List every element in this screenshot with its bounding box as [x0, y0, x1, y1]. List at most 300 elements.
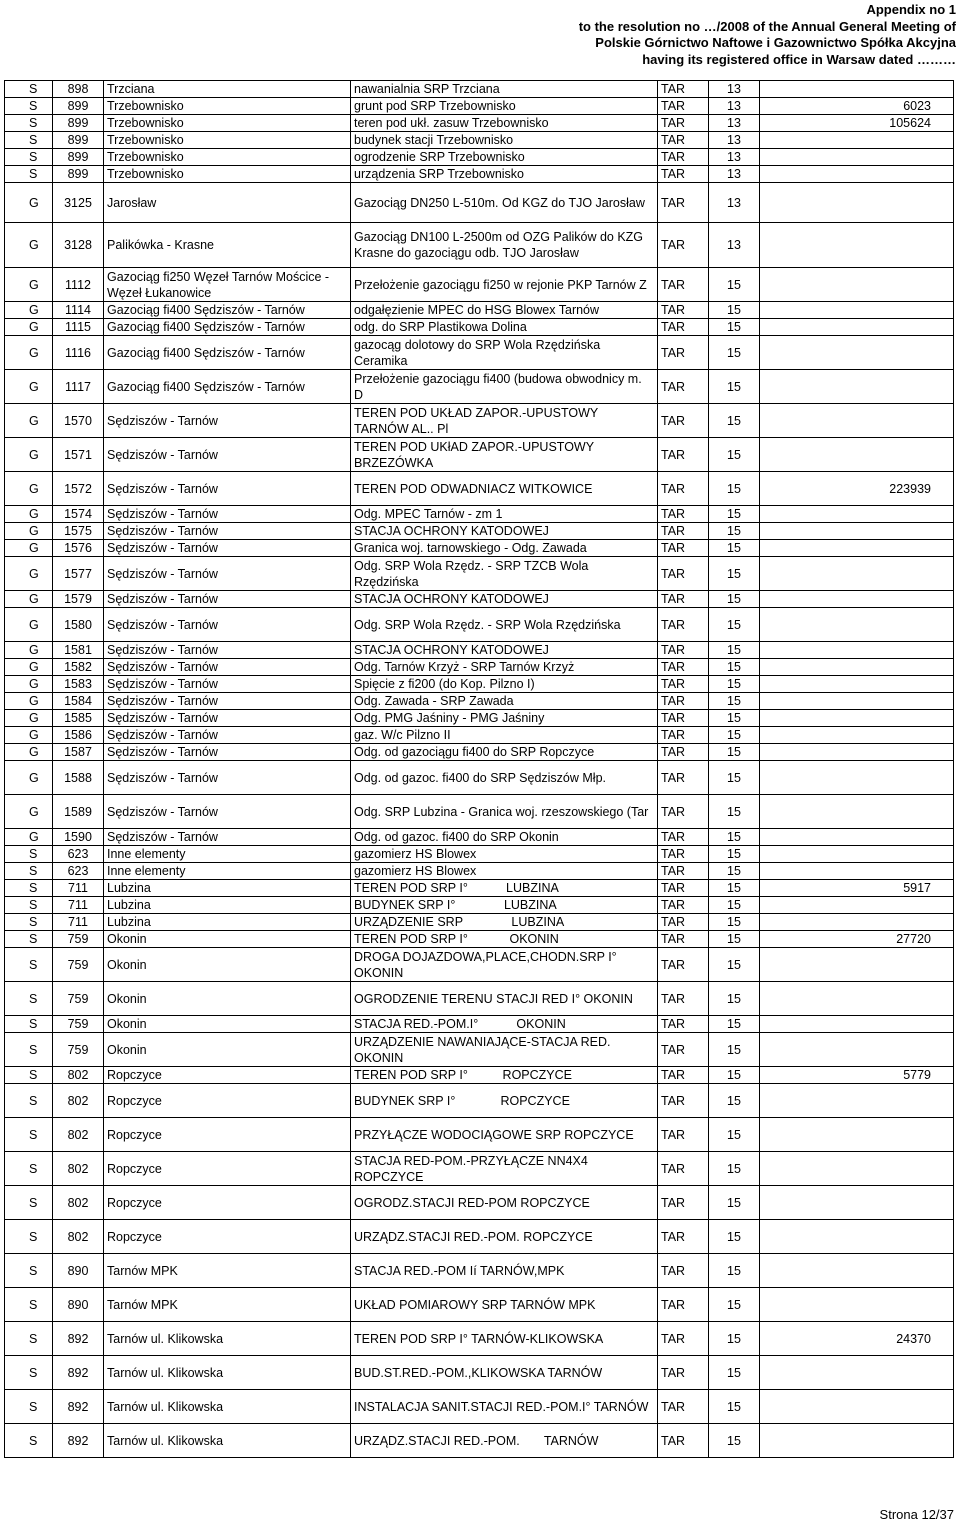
- row-value: [760, 642, 954, 659]
- row-description: URZĄDZENIE NAWANIAJĄCE-STACJA RED. OKONIN: [351, 1033, 658, 1067]
- row-description: INSTALACJA SANIT.STACJI RED.-POM.I° TARNÓW: [351, 1390, 658, 1424]
- row-value: [760, 1016, 954, 1033]
- table-row: [5, 1016, 954, 1033]
- row-location: Trzebownisko: [104, 149, 351, 166]
- row-number: 3128: [53, 223, 104, 268]
- row-number: 1585: [53, 710, 104, 727]
- table-row: [5, 438, 954, 472]
- row-rate: 15: [709, 1118, 760, 1152]
- row-value: [760, 676, 954, 693]
- row-number: 623: [53, 846, 104, 863]
- row-unit: TAR: [658, 727, 709, 744]
- table-row: [5, 115, 954, 132]
- row-description: URZĄDZ.STACJI RED.-POM. TARNÓW: [351, 1424, 658, 1458]
- row-value: 223939: [760, 472, 954, 506]
- row-description: Odg. SRP Wola Rzędz. - SRP Wola Rzędzińska: [351, 608, 658, 642]
- row-unit: TAR: [658, 268, 709, 302]
- table-row: [5, 1118, 954, 1152]
- row-type: G: [5, 795, 53, 829]
- table-row: [5, 1152, 954, 1186]
- row-unit: TAR: [658, 1067, 709, 1084]
- row-type: S: [5, 1356, 53, 1390]
- row-description: URZĄDZ.STACJI RED.-POM. ROPCZYCE: [351, 1220, 658, 1254]
- row-type: G: [5, 268, 53, 302]
- row-number: 802: [53, 1067, 104, 1084]
- row-type: G: [5, 744, 53, 761]
- row-number: 1589: [53, 795, 104, 829]
- row-type: G: [5, 523, 53, 540]
- row-rate: 15: [709, 914, 760, 931]
- row-rate: 15: [709, 523, 760, 540]
- row-type: G: [5, 676, 53, 693]
- table-row: [5, 642, 954, 659]
- row-value: [760, 863, 954, 880]
- table-row: [5, 1424, 954, 1458]
- row-number: 1571: [53, 438, 104, 472]
- row-type: G: [5, 591, 53, 608]
- row-number: 1570: [53, 404, 104, 438]
- row-value: [760, 166, 954, 183]
- row-value: 105624: [760, 115, 954, 132]
- row-location: Palikówka - Krasne: [104, 223, 351, 268]
- table-row: [5, 914, 954, 931]
- row-rate: 15: [709, 1016, 760, 1033]
- row-unit: TAR: [658, 914, 709, 931]
- table-row: [5, 880, 954, 897]
- row-value: [760, 540, 954, 557]
- row-type: G: [5, 557, 53, 591]
- row-value: [760, 1288, 954, 1322]
- row-location: Trzebownisko: [104, 166, 351, 183]
- row-value: [760, 659, 954, 676]
- row-unit: TAR: [658, 183, 709, 223]
- row-value: 24370: [760, 1322, 954, 1356]
- table-row: [5, 710, 954, 727]
- row-number: 802: [53, 1118, 104, 1152]
- row-unit: TAR: [658, 676, 709, 693]
- row-description: OGRODZENIE TERENU STACJI RED I° OKONIN: [351, 982, 658, 1016]
- row-unit: TAR: [658, 829, 709, 846]
- row-location: Trzebownisko: [104, 115, 351, 132]
- row-number: 1581: [53, 642, 104, 659]
- row-unit: TAR: [658, 659, 709, 676]
- row-value: 27720: [760, 931, 954, 948]
- row-type: S: [5, 132, 53, 149]
- row-description: Odg. Tarnów Krzyż - SRP Tarnów Krzyż: [351, 659, 658, 676]
- row-type: G: [5, 540, 53, 557]
- row-value: [760, 319, 954, 336]
- row-location: Tarnów MPK: [104, 1288, 351, 1322]
- row-type: G: [5, 472, 53, 506]
- table-row: [5, 676, 954, 693]
- row-number: 759: [53, 931, 104, 948]
- table-row: [5, 557, 954, 591]
- row-location: Tarnów ul. Klikowska: [104, 1356, 351, 1390]
- row-description: teren pod ukł. zasuw Trzebownisko: [351, 115, 658, 132]
- table-row: [5, 98, 954, 115]
- row-unit: TAR: [658, 1356, 709, 1390]
- row-location: Okonin: [104, 982, 351, 1016]
- row-value: [760, 1152, 954, 1186]
- row-rate: 15: [709, 863, 760, 880]
- row-rate: 15: [709, 1220, 760, 1254]
- row-number: 1587: [53, 744, 104, 761]
- table-row: [5, 727, 954, 744]
- row-value: [760, 608, 954, 642]
- row-value: [760, 336, 954, 370]
- row-value: [760, 1424, 954, 1458]
- row-location: Trzciana: [104, 81, 351, 98]
- row-location: Gazociąg fi400 Sędziszów - Tarnów: [104, 370, 351, 404]
- row-unit: TAR: [658, 931, 709, 948]
- row-location: Lubzina: [104, 880, 351, 897]
- row-description: ogrodzenie SRP Trzebownisko: [351, 149, 658, 166]
- row-unit: TAR: [658, 1152, 709, 1186]
- row-type: G: [5, 506, 53, 523]
- row-description: URZĄDZENIE SRP LUBZINA: [351, 914, 658, 931]
- table-row: [5, 132, 954, 149]
- row-rate: 15: [709, 744, 760, 761]
- row-location: Sędziszów - Tarnów: [104, 642, 351, 659]
- row-number: 711: [53, 914, 104, 931]
- row-value: [760, 727, 954, 744]
- row-location: Sędziszów - Tarnów: [104, 829, 351, 846]
- row-value: [760, 268, 954, 302]
- row-number: 1590: [53, 829, 104, 846]
- row-type: S: [5, 1254, 53, 1288]
- row-unit: TAR: [658, 472, 709, 506]
- row-description: Odg. SRP Lubzina - Granica woj. rzeszowskiego (Tar: [351, 795, 658, 829]
- row-rate: 13: [709, 223, 760, 268]
- row-unit: TAR: [658, 1084, 709, 1118]
- row-number: 1117: [53, 370, 104, 404]
- row-rate: 15: [709, 540, 760, 557]
- table-row: [5, 1254, 954, 1288]
- row-unit: TAR: [658, 710, 709, 727]
- row-location: Sędziszów - Tarnów: [104, 693, 351, 710]
- row-unit: TAR: [658, 115, 709, 132]
- row-number: 1583: [53, 676, 104, 693]
- row-rate: 15: [709, 370, 760, 404]
- row-value: [760, 506, 954, 523]
- row-number: 802: [53, 1220, 104, 1254]
- row-rate: 13: [709, 166, 760, 183]
- row-type: S: [5, 1067, 53, 1084]
- row-rate: 13: [709, 132, 760, 149]
- row-unit: TAR: [658, 438, 709, 472]
- row-description: Przełożenie gazociągu fi400 (budowa obwodnicy m. D: [351, 370, 658, 404]
- table-row: [5, 1067, 954, 1084]
- row-description: BUDYNEK SRP I° LUBZINA: [351, 897, 658, 914]
- row-rate: 15: [709, 1067, 760, 1084]
- row-unit: TAR: [658, 608, 709, 642]
- row-number: 1112: [53, 268, 104, 302]
- row-type: G: [5, 438, 53, 472]
- row-type: G: [5, 608, 53, 642]
- row-rate: 15: [709, 931, 760, 948]
- table-row: [5, 982, 954, 1016]
- row-type: S: [5, 1220, 53, 1254]
- row-description: Odg. Zawada - SRP Zawada: [351, 693, 658, 710]
- row-number: 1114: [53, 302, 104, 319]
- row-unit: TAR: [658, 223, 709, 268]
- row-rate: 15: [709, 557, 760, 591]
- row-unit: TAR: [658, 506, 709, 523]
- row-rate: 15: [709, 1356, 760, 1390]
- asset-table: [4, 80, 954, 1458]
- row-unit: TAR: [658, 642, 709, 659]
- row-type: G: [5, 829, 53, 846]
- row-location: Ropczyce: [104, 1186, 351, 1220]
- row-description: BUD.ST.RED.-POM.,KLIKOWSKA TARNÓW: [351, 1356, 658, 1390]
- row-unit: TAR: [658, 81, 709, 98]
- row-rate: 15: [709, 268, 760, 302]
- row-rate: 15: [709, 302, 760, 319]
- row-number: 802: [53, 1152, 104, 1186]
- table-row: [5, 1322, 954, 1356]
- row-unit: TAR: [658, 1118, 709, 1152]
- row-type: S: [5, 149, 53, 166]
- row-rate: 15: [709, 472, 760, 506]
- row-description: BUDYNEK SRP I° ROPCZYCE: [351, 1084, 658, 1118]
- row-unit: TAR: [658, 523, 709, 540]
- row-type: S: [5, 1033, 53, 1067]
- row-unit: TAR: [658, 880, 709, 897]
- table-row: [5, 693, 954, 710]
- row-location: Sędziszów - Tarnów: [104, 540, 351, 557]
- row-unit: TAR: [658, 1254, 709, 1288]
- row-location: Sędziszów - Tarnów: [104, 523, 351, 540]
- row-location: Sędziszów - Tarnów: [104, 727, 351, 744]
- row-rate: 15: [709, 642, 760, 659]
- table-row: [5, 81, 954, 98]
- row-location: Tarnów MPK: [104, 1254, 351, 1288]
- row-unit: TAR: [658, 1033, 709, 1067]
- table-row: [5, 1033, 954, 1067]
- row-description: DROGA DOJAZDOWA,PLACE,CHODN.SRP I° OKONIN: [351, 948, 658, 982]
- row-number: 1586: [53, 727, 104, 744]
- row-value: [760, 557, 954, 591]
- row-location: Lubzina: [104, 897, 351, 914]
- row-type: S: [5, 914, 53, 931]
- row-unit: TAR: [658, 1186, 709, 1220]
- row-unit: TAR: [658, 761, 709, 795]
- table-row: [5, 1220, 954, 1254]
- row-description: STACJA OCHRONY KATODOWEJ: [351, 591, 658, 608]
- row-description: gazomierz HS Blowex: [351, 863, 658, 880]
- row-location: Sędziszów - Tarnów: [104, 472, 351, 506]
- row-rate: 15: [709, 608, 760, 642]
- row-type: S: [5, 931, 53, 948]
- row-location: Sędziszów - Tarnów: [104, 761, 351, 795]
- row-description: grunt pod SRP Trzebownisko: [351, 98, 658, 115]
- row-unit: TAR: [658, 166, 709, 183]
- row-number: 898: [53, 81, 104, 98]
- row-unit: TAR: [658, 591, 709, 608]
- row-location: Sędziszów - Tarnów: [104, 795, 351, 829]
- row-unit: TAR: [658, 302, 709, 319]
- row-value: [760, 523, 954, 540]
- row-rate: 15: [709, 319, 760, 336]
- row-unit: TAR: [658, 404, 709, 438]
- row-type: G: [5, 302, 53, 319]
- row-description: Spięcie z fi200 (do Kop. Pilzno I): [351, 676, 658, 693]
- row-number: 623: [53, 863, 104, 880]
- row-rate: 13: [709, 81, 760, 98]
- row-unit: TAR: [658, 1322, 709, 1356]
- table-row: [5, 404, 954, 438]
- row-value: [760, 370, 954, 404]
- table-row: [5, 659, 954, 676]
- row-type: G: [5, 761, 53, 795]
- row-value: [760, 761, 954, 795]
- row-type: S: [5, 1152, 53, 1186]
- row-unit: TAR: [658, 846, 709, 863]
- row-number: 1576: [53, 540, 104, 557]
- table-row: [5, 166, 954, 183]
- table-row: [5, 223, 954, 268]
- row-location: Okonin: [104, 931, 351, 948]
- row-type: S: [5, 863, 53, 880]
- row-number: 1574: [53, 506, 104, 523]
- row-location: Inne elementy: [104, 846, 351, 863]
- row-unit: TAR: [658, 370, 709, 404]
- row-type: G: [5, 319, 53, 336]
- row-rate: 15: [709, 1288, 760, 1322]
- row-description: gazomierz HS Blowex: [351, 846, 658, 863]
- row-rate: 15: [709, 761, 760, 795]
- row-unit: TAR: [658, 1390, 709, 1424]
- table-row: [5, 302, 954, 319]
- row-type: G: [5, 223, 53, 268]
- row-location: Sędziszów - Tarnów: [104, 591, 351, 608]
- row-location: Sędziszów - Tarnów: [104, 659, 351, 676]
- row-description: Gazociąg DN250 L-510m. Od KGZ do TJO Jarosław: [351, 183, 658, 223]
- row-description: TEREN POD SRP I° ROPCZYCE: [351, 1067, 658, 1084]
- row-description: TEREN POD UKŁAD ZAPOR.-UPUSTOWY TARNÓW AL.. Pl: [351, 404, 658, 438]
- row-rate: 15: [709, 727, 760, 744]
- row-value: [760, 1033, 954, 1067]
- table-row: [5, 744, 954, 761]
- table-row: [5, 846, 954, 863]
- row-rate: 15: [709, 1322, 760, 1356]
- row-location: Tarnów ul. Klikowska: [104, 1424, 351, 1458]
- row-value: [760, 914, 954, 931]
- row-description: STACJA RED-POM.-PRZYŁĄCZE NN4X4 ROPCZYCE: [351, 1152, 658, 1186]
- row-value: [760, 693, 954, 710]
- row-rate: 15: [709, 1152, 760, 1186]
- row-unit: TAR: [658, 982, 709, 1016]
- table-row: [5, 319, 954, 336]
- row-number: 711: [53, 897, 104, 914]
- row-location: Sędziszów - Tarnów: [104, 506, 351, 523]
- row-description: TEREN POD SRP I° OKONIN: [351, 931, 658, 948]
- row-rate: 15: [709, 506, 760, 523]
- row-description: OGRODZ.STACJI RED-POM ROPCZYCE: [351, 1186, 658, 1220]
- row-type: G: [5, 336, 53, 370]
- row-location: Inne elementy: [104, 863, 351, 880]
- row-rate: 15: [709, 676, 760, 693]
- row-rate: 15: [709, 1424, 760, 1458]
- table-row: [5, 506, 954, 523]
- row-number: 759: [53, 948, 104, 982]
- row-number: 759: [53, 1016, 104, 1033]
- row-type: G: [5, 710, 53, 727]
- row-value: [760, 1118, 954, 1152]
- row-location: Sędziszów - Tarnów: [104, 608, 351, 642]
- row-value: [760, 1186, 954, 1220]
- row-rate: 15: [709, 948, 760, 982]
- row-type: S: [5, 115, 53, 132]
- row-rate: 15: [709, 1033, 760, 1067]
- row-type: S: [5, 1322, 53, 1356]
- row-rate: 13: [709, 98, 760, 115]
- row-value: [760, 744, 954, 761]
- row-value: [760, 846, 954, 863]
- resolution-line: to the resolution no …/2008 of the Annual General Meeting of: [578, 18, 956, 34]
- table-row: [5, 1084, 954, 1118]
- row-number: 711: [53, 880, 104, 897]
- row-description: gaz. W/c Pilzno II: [351, 727, 658, 744]
- document-header: [579, 2, 956, 68]
- row-location: Lubzina: [104, 914, 351, 931]
- page-number: Strona 12/37: [879, 1507, 954, 1522]
- row-number: 802: [53, 1186, 104, 1220]
- row-rate: 15: [709, 829, 760, 846]
- row-value: [760, 1356, 954, 1390]
- row-unit: TAR: [658, 336, 709, 370]
- row-description: Odg. od gazociągu fi400 do SRP Ropczyce: [351, 744, 658, 761]
- row-rate: 15: [709, 591, 760, 608]
- row-location: Gazociąg fi400 Sędziszów - Tarnów: [104, 336, 351, 370]
- row-unit: TAR: [658, 540, 709, 557]
- row-location: Jarosław: [104, 183, 351, 223]
- row-description: STACJA OCHRONY KATODOWEJ: [351, 642, 658, 659]
- row-value: [760, 438, 954, 472]
- row-location: Trzebownisko: [104, 132, 351, 149]
- row-unit: TAR: [658, 863, 709, 880]
- row-description: odgałęzienie MPEC do HSG Blowex Tarnów: [351, 302, 658, 319]
- row-type: G: [5, 370, 53, 404]
- row-location: Okonin: [104, 948, 351, 982]
- row-value: [760, 795, 954, 829]
- row-description: Granica woj. tarnowskiego - Odg. Zawada: [351, 540, 658, 557]
- row-rate: 15: [709, 710, 760, 727]
- row-number: 1572: [53, 472, 104, 506]
- row-description: nawanialnia SRP Trzciana: [351, 81, 658, 98]
- table-row: [5, 829, 954, 846]
- row-unit: TAR: [658, 132, 709, 149]
- row-type: S: [5, 1118, 53, 1152]
- row-rate: 15: [709, 880, 760, 897]
- table-row: [5, 608, 954, 642]
- row-number: 899: [53, 132, 104, 149]
- table-row: [5, 1288, 954, 1322]
- row-description: Odg. SRP Wola Rzędz. - SRP TZCB Wola Rzędzińska: [351, 557, 658, 591]
- row-rate: 15: [709, 659, 760, 676]
- row-number: 899: [53, 98, 104, 115]
- row-description: STACJA RED.-POM Ií TARNÓW,MPK: [351, 1254, 658, 1288]
- row-type: S: [5, 897, 53, 914]
- row-number: 892: [53, 1390, 104, 1424]
- row-rate: 15: [709, 1254, 760, 1288]
- row-description: budynek stacji Trzebownisko: [351, 132, 658, 149]
- row-type: G: [5, 183, 53, 223]
- row-location: Gazociąg fi400 Sędziszów - Tarnów: [104, 319, 351, 336]
- row-number: 1588: [53, 761, 104, 795]
- row-description: odg. do SRP Plastikowa Dolina: [351, 319, 658, 336]
- row-type: S: [5, 846, 53, 863]
